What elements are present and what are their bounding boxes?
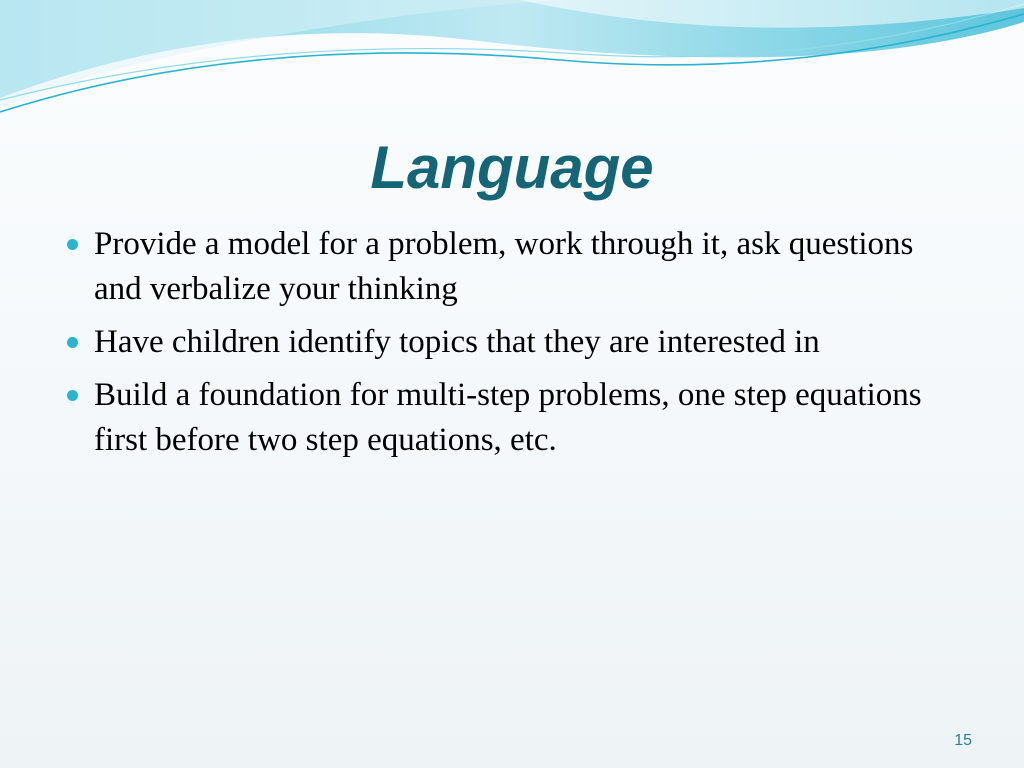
bullet-marker-icon bbox=[67, 239, 78, 250]
bullet-marker-icon bbox=[67, 337, 78, 348]
slide-title: Language bbox=[370, 134, 654, 201]
header-wave-decoration bbox=[0, 0, 1024, 120]
bullet-marker-icon bbox=[67, 390, 78, 401]
bullet-text: Provide a model for a problem, work through it, ask questions and verbalize your thinking bbox=[94, 226, 914, 307]
bullet-text: Have children identify topics that they are interested in bbox=[94, 324, 820, 360]
bullet-item bbox=[62, 320, 942, 365]
bullet-item bbox=[62, 222, 942, 312]
slide-number: 15 bbox=[954, 732, 972, 749]
bullet-item bbox=[62, 373, 942, 463]
bullet-text: Build a foundation for multi-step problems, one step equations first before two step equations, etc. bbox=[94, 377, 922, 458]
bullet-list bbox=[62, 222, 942, 471]
